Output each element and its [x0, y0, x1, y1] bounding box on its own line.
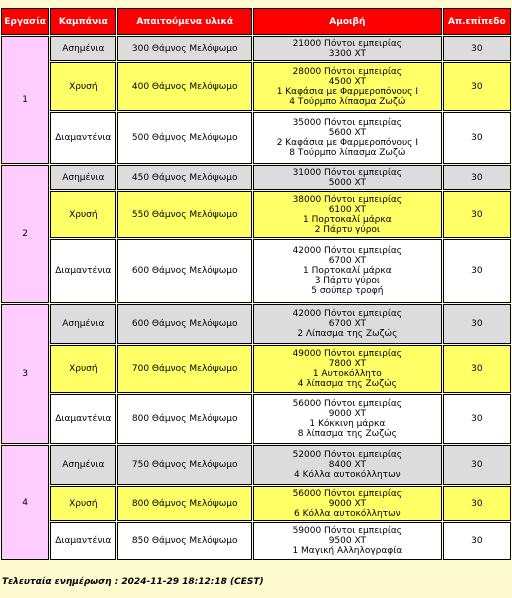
- reward-line: 38000 Πόντοι εμπειρίας: [292, 194, 403, 205]
- reward-cell: [253, 445, 442, 485]
- level-cell: 30: [443, 165, 511, 190]
- reward-cell: [253, 394, 442, 444]
- reward-line: 4500 XT: [328, 76, 366, 87]
- task-number: 3: [1, 304, 49, 444]
- table-row: [1, 62, 511, 111]
- table-body: [1, 36, 511, 560]
- reward-line: 3300 XT: [328, 48, 366, 59]
- level-cell: 30: [443, 486, 511, 521]
- header-level: Απ.επίπεδο: [443, 8, 511, 35]
- table-row: [1, 394, 511, 444]
- reward-line: 42000 Πόντοι εμπειρίας: [292, 246, 403, 256]
- reward-line: 1 Κόκκινη μάρκα: [309, 419, 386, 429]
- reward-line: 9500 XT: [328, 536, 366, 546]
- reward-line: 6700 XT: [328, 319, 366, 329]
- reward-line: 21000 Πόντοι εμπειρίας: [292, 38, 403, 49]
- reward-line: 8400 XT: [328, 460, 366, 470]
- reward-cell: [253, 62, 442, 111]
- reward-line: 1 Μαγική Αλληλογραφία: [292, 546, 403, 556]
- campaign-cell: Χρυσή: [50, 191, 116, 238]
- campaign-cell: Χρυσή: [50, 345, 116, 393]
- materials-cell: 550 Θάμνος Μελόψωμο: [117, 191, 252, 238]
- campaign-cell: Διαμαντένια: [50, 239, 116, 303]
- reward-line: 59000 Πόντοι εμπειρίας: [292, 526, 403, 536]
- header-campaign: Καμπάνια: [50, 8, 116, 35]
- reward-line: 35000 Πόντοι εμπειρίας: [292, 118, 403, 128]
- reward-line: 42000 Πόντοι εμπειρίας: [292, 309, 403, 319]
- materials-cell: 750 Θάμνος Μελόψωμο: [117, 445, 252, 485]
- level-cell: 30: [443, 36, 511, 61]
- reward-cell: [253, 165, 442, 190]
- campaign-cell: Ασημένια: [50, 165, 116, 190]
- materials-cell: 400 Θάμνος Μελόψωμο: [117, 62, 252, 111]
- table-row: [1, 304, 511, 344]
- header-reward: Αμοιβή: [253, 8, 442, 35]
- reward-cell: [253, 522, 442, 560]
- table-row: [1, 239, 511, 303]
- reward-line: 7800 XT: [328, 359, 366, 369]
- campaign-cell: Διαμαντένια: [50, 522, 116, 560]
- materials-cell: 300 Θάμνος Μελόψωμο: [117, 36, 252, 61]
- level-cell: 30: [443, 239, 511, 303]
- materials-cell: 600 Θάμνος Μελόψωμο: [117, 304, 252, 344]
- reward-cell: [253, 345, 442, 393]
- level-cell: 30: [443, 112, 511, 164]
- table-row: [1, 165, 511, 190]
- materials-cell: 600 Θάμνος Μελόψωμο: [117, 239, 252, 303]
- reward-line: 49000 Πόντοι εμπειρίας: [292, 349, 403, 359]
- reward-line: 1 Αυτοκόλλητο: [312, 369, 382, 379]
- reward-cell: [253, 36, 442, 61]
- reward-cell: [253, 239, 442, 303]
- campaign-cell: Διαμαντένια: [50, 394, 116, 444]
- table-row: [1, 112, 511, 164]
- table-row: [1, 36, 511, 61]
- reward-line: 1 Πορτοκαλί μάρκα: [303, 266, 392, 276]
- level-cell: 30: [443, 445, 511, 485]
- reward-cell: [253, 191, 442, 238]
- reward-line: 2 Πάρτυ γύροι: [314, 224, 380, 235]
- reward-line: 5000 XT: [328, 177, 366, 188]
- header-materials: Απαιτούμενα υλικά: [117, 8, 252, 35]
- reward-line: 9000 XT: [328, 409, 366, 419]
- reward-line: 56000 Πόντοι εμπειρίας: [292, 399, 403, 409]
- level-cell: 30: [443, 62, 511, 111]
- reward-line: 6100 XT: [328, 204, 366, 215]
- level-cell: 30: [443, 345, 511, 393]
- reward-line: 5600 XT: [328, 128, 366, 138]
- campaign-cell: Ασημένια: [50, 445, 116, 485]
- level-cell: 30: [443, 522, 511, 560]
- reward-line: 5 σούπερ τροφή: [311, 286, 384, 296]
- reward-line: 4 Τούρμπο λίπασμα Ζωζώ: [289, 96, 406, 107]
- reward-line: 6700 XT: [328, 256, 366, 266]
- table-row: [1, 191, 511, 238]
- materials-cell: 700 Θάμνος Μελόψωμο: [117, 345, 252, 393]
- table-row: [1, 345, 511, 393]
- reward-line: 31000 Πόντοι εμπειρίας: [292, 167, 403, 178]
- table-header-row: [1, 8, 511, 35]
- reward-line: 52000 Πόντοι εμπειρίας: [292, 450, 403, 460]
- level-cell: 30: [443, 191, 511, 238]
- campaign-cell: Χρυσή: [50, 486, 116, 521]
- task-number: 1: [1, 36, 49, 164]
- materials-cell: 500 Θάμνος Μελόψωμο: [117, 112, 252, 164]
- reward-line: 2 Λίπασμα της Ζωζώς: [297, 329, 398, 339]
- reward-line: 8 λίπασμα της Ζωζώς: [297, 429, 397, 439]
- reward-line: 4 Κόλλα αυτοκόλλητων: [294, 470, 401, 480]
- reward-cell: [253, 304, 442, 344]
- reward-line: 6 Κόλλα αυτοκόλλητων: [294, 508, 401, 519]
- reward-line: 2 Καφάσια με Φαρμεροπόνους I: [276, 138, 418, 148]
- campaign-cell: Διαμαντένια: [50, 112, 116, 164]
- campaign-cell: Ασημένια: [50, 304, 116, 344]
- reward-line: 28000 Πόντοι εμπειρίας: [292, 66, 403, 77]
- reward-line: 1 Πορτοκαλί μάρκα: [303, 214, 392, 225]
- reward-cell: [253, 486, 442, 521]
- table-row: [1, 522, 511, 560]
- task-number: 2: [1, 165, 49, 303]
- level-cell: 30: [443, 304, 511, 344]
- reward-line: 3 Πάρτυ γύροι: [314, 276, 380, 286]
- task-number: 4: [1, 445, 49, 560]
- materials-cell: 800 Θάμνος Μελόψωμο: [117, 486, 252, 521]
- reward-line: 1 Καφάσια με Φαρμεροπόνους I: [276, 86, 418, 97]
- last-updated: Τελευταία ενημέρωση : 2024-11-29 18:12:18 (CEST): [2, 577, 264, 587]
- materials-cell: 800 Θάμνος Μελόψωμο: [117, 394, 252, 444]
- materials-cell: 850 Θάμνος Μελόψωμο: [117, 522, 252, 560]
- materials-cell: 450 Θάμνος Μελόψωμο: [117, 165, 252, 190]
- reward-line: 4 λίπασμα της Ζωζώς: [297, 379, 397, 389]
- reward-line: 56000 Πόντοι εμπειρίας: [292, 488, 403, 499]
- campaign-cell: Χρυσή: [50, 62, 116, 111]
- table-row: [1, 486, 511, 521]
- header-task: Εργασία: [1, 8, 49, 35]
- reward-line: 8 Τούρμπο λίπασμα Ζωζώ: [289, 148, 406, 158]
- level-cell: 30: [443, 394, 511, 444]
- task-rewards-table: [0, 7, 512, 561]
- reward-cell: [253, 112, 442, 164]
- table-row: [1, 445, 511, 485]
- campaign-cell: Ασημένια: [50, 36, 116, 61]
- reward-line: 9000 XT: [328, 498, 366, 509]
